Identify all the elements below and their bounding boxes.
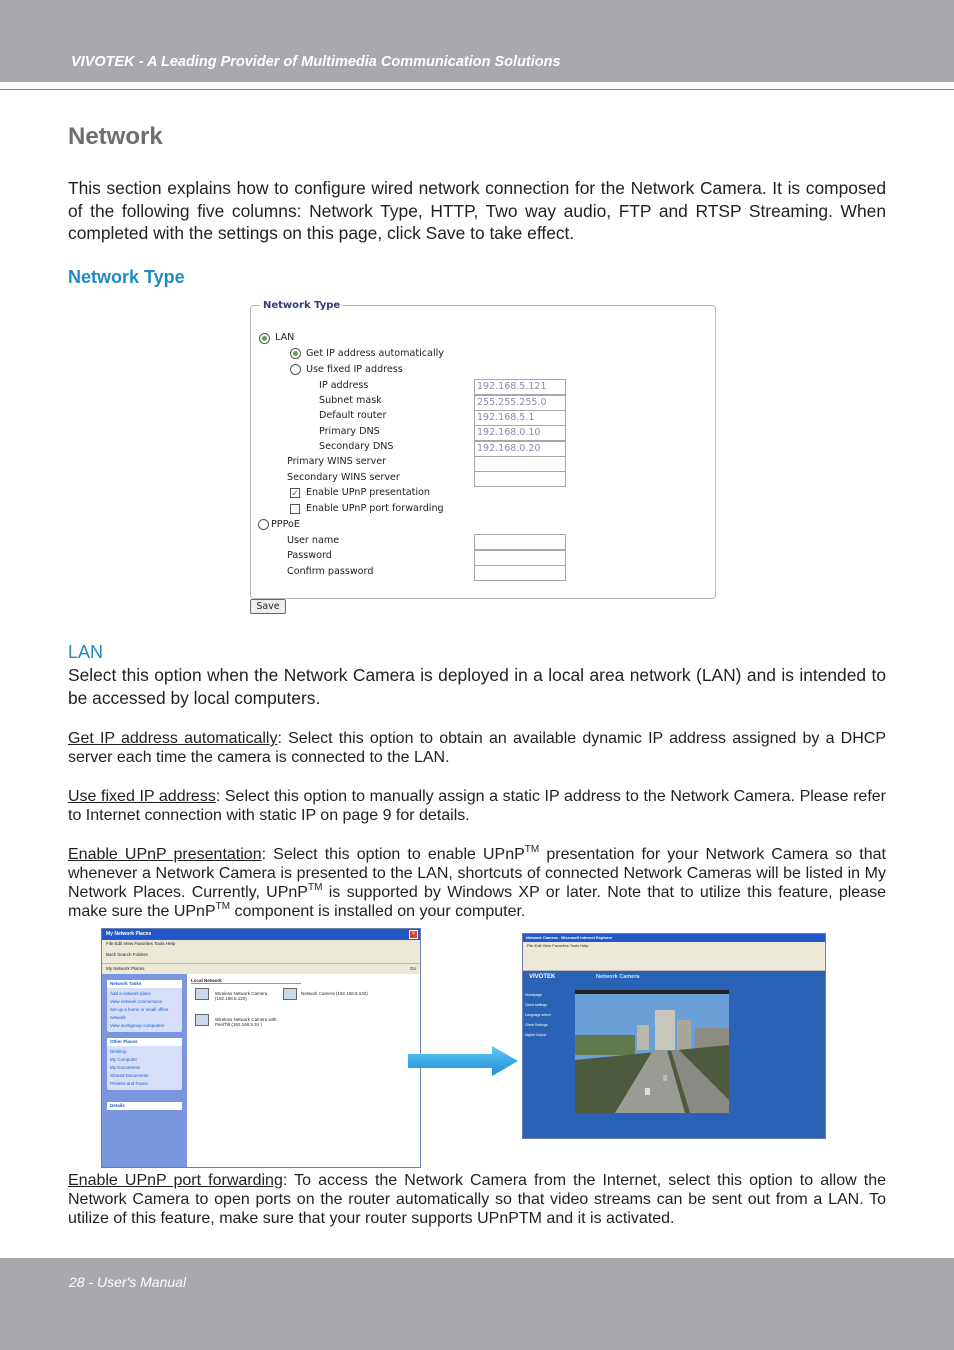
close-icon[interactable]: × bbox=[409, 930, 418, 939]
primary-dns-label: Primary DNS bbox=[319, 426, 380, 437]
password-input[interactable] bbox=[474, 550, 566, 566]
tm-mark: TM bbox=[524, 843, 540, 855]
place-item[interactable]: Shared Documents bbox=[110, 1073, 149, 1078]
camera-nav-item[interactable]: Homepage bbox=[525, 993, 543, 997]
lan-paragraph: Select this option when the Network Camera is deployed in a local area network (LAN) and is intended to be accessed by local computers. bbox=[68, 665, 886, 708]
go-button[interactable]: Go bbox=[409, 966, 416, 971]
user-name-input[interactable] bbox=[474, 534, 566, 550]
primary-wins-input[interactable] bbox=[474, 456, 566, 472]
menu-bar[interactable]: File Edit View Favorites Tools Help bbox=[523, 942, 825, 949]
camera-nav-item[interactable]: Client Settings bbox=[525, 1023, 548, 1027]
pppoe-radio[interactable] bbox=[258, 519, 269, 530]
camera-page-title: Network Camera bbox=[596, 974, 640, 980]
upnp-port-label: Enable UPnP port forwarding bbox=[306, 503, 444, 514]
arrow-right-icon bbox=[408, 1046, 520, 1076]
camera-nav-item[interactable]: Digital Output bbox=[525, 1033, 547, 1037]
local-network-heading: Local Network bbox=[191, 978, 301, 984]
file-list bbox=[187, 974, 420, 1167]
upnp-desc-b: presentation for your Network Camera so that whenever a Network Camera is presented to the LAN, shortcuts of connected Network Cameras will be listed in My Network Places. Currently, UPnP bbox=[68, 846, 886, 901]
network-camera-icon[interactable] bbox=[195, 1014, 209, 1026]
default-router-input[interactable]: 192.168.5.1 bbox=[474, 410, 566, 426]
port-forwarding-term: Enable UPnP port forwarding bbox=[68, 1172, 283, 1189]
fixed-ip-term: Use fixed IP address bbox=[68, 788, 216, 805]
network-item[interactable]: Wireless Network Camera with Pan/Tilt (192.168.5.34 ) bbox=[215, 1017, 277, 1027]
network-camera-icon[interactable] bbox=[195, 988, 209, 1000]
get-ip-paragraph bbox=[68, 729, 886, 767]
place-item[interactable]: Printers and Faxes bbox=[110, 1081, 148, 1086]
get-ip-radio[interactable] bbox=[290, 348, 301, 359]
tm-mark: TM bbox=[215, 900, 231, 912]
ip-address-label: IP address bbox=[319, 380, 369, 391]
confirm-password-label: Confirm password bbox=[287, 566, 374, 577]
get-ip-label: Get IP address automatically bbox=[306, 348, 444, 359]
task-item[interactable]: View network connections bbox=[110, 999, 162, 1004]
fixed-ip-radio[interactable] bbox=[290, 364, 301, 375]
address-bar[interactable] bbox=[102, 964, 420, 974]
save-button[interactable]: Save bbox=[250, 599, 286, 614]
upnp-term: Enable UPnP presentation bbox=[68, 846, 262, 863]
upnp-paragraph bbox=[68, 845, 886, 921]
window-title: My Network Places bbox=[102, 929, 420, 940]
section-heading-lan: LAN bbox=[68, 642, 104, 662]
address-value: My Network Places bbox=[106, 966, 145, 971]
other-places-heading: Other Places bbox=[107, 1038, 182, 1046]
port-forwarding-paragraph bbox=[68, 1171, 886, 1228]
password-label: Password bbox=[287, 550, 332, 561]
task-item[interactable]: View workgroup computers bbox=[110, 1023, 165, 1028]
page-footer bbox=[0, 1258, 954, 1350]
network-item[interactable]: Network Camera (192.168.5.132) bbox=[301, 991, 368, 996]
upnp-port-checkbox[interactable] bbox=[290, 504, 300, 514]
upnp-presentation-checkbox[interactable]: ✓ bbox=[291, 488, 299, 498]
subnet-mask-label: Subnet mask bbox=[319, 395, 382, 406]
toolbar[interactable]: Back Search Folders bbox=[102, 948, 420, 964]
camera-nav-item[interactable]: Client settings bbox=[525, 1003, 547, 1007]
page-title: Network bbox=[68, 123, 163, 150]
section-heading-network-type: Network Type bbox=[68, 267, 185, 287]
my-network-places-screenshot bbox=[101, 928, 421, 1168]
default-router-label: Default router bbox=[319, 410, 387, 421]
secondary-wins-label: Secondary WINS server bbox=[287, 472, 400, 483]
upnp-desc-a: : Select this option to enable UPnP bbox=[261, 846, 525, 863]
upnp-desc-d: component is installed on your computer. bbox=[230, 903, 526, 920]
tm-mark: TM bbox=[307, 881, 323, 893]
header-divider bbox=[0, 89, 954, 90]
get-ip-term: Get IP address automatically bbox=[68, 730, 278, 747]
secondary-wins-input[interactable] bbox=[474, 471, 566, 487]
task-item[interactable]: Set up a home or small office network bbox=[110, 1007, 169, 1020]
video-stream-image bbox=[575, 990, 729, 1113]
camera-nav-item[interactable]: Language select bbox=[525, 1013, 551, 1017]
lan-radio[interactable] bbox=[259, 333, 270, 344]
header-title: VIVOTEK - A Leading Provider of Multimedia Communication Solutions bbox=[71, 54, 561, 70]
network-camera-icon[interactable] bbox=[283, 988, 297, 1000]
camera-nav bbox=[525, 990, 565, 1040]
primary-dns-input[interactable]: 192.168.0.10 bbox=[474, 425, 566, 441]
details-panel bbox=[107, 1102, 182, 1110]
user-name-label: User name bbox=[287, 535, 340, 546]
subnet-mask-input[interactable]: 255.255.255.0 bbox=[474, 395, 566, 411]
intro-paragraph: This section explains how to configure wired network connection for the Network Camera. It is composed of the following five columns: Network Type, HTTP, Two way audio, FTP and RTSP Streaming. When completed with the settings on this page, click Save to take effect. bbox=[68, 178, 886, 243]
ip-address-input[interactable]: 192.168.5.121 bbox=[474, 379, 566, 395]
secondary-dns-label: Secondary DNS bbox=[319, 441, 394, 452]
port-forwarding-desc: : To access the Network Camera from the Internet, select this option to allow the Network Camera to open ports on the router automatically so that video streams can be sent out from a LAN. To utilize of this feature, make sure that your router supports UPnPTM and it is activated. bbox=[68, 1172, 886, 1227]
details-heading: Details bbox=[107, 1102, 182, 1110]
upnp-presentation-label: Enable UPnP presentation bbox=[306, 487, 431, 498]
fixed-ip-desc: : Select this option to manually assign a static IP address to the Network Camera. Please refer to Internet connection with static IP on page 9 for details. bbox=[68, 788, 886, 824]
confirm-password-input[interactable] bbox=[474, 565, 566, 581]
task-pane bbox=[102, 974, 187, 1167]
network-item[interactable]: Wireless Network Camera (192.168.5.120) bbox=[215, 991, 268, 1001]
menu-bar[interactable]: File Edit View Favorites Tools Help bbox=[102, 940, 420, 948]
place-item[interactable]: My Documents bbox=[110, 1065, 141, 1070]
other-places-panel bbox=[107, 1038, 182, 1090]
network-tasks-heading: Network Tasks bbox=[107, 980, 182, 988]
fixed-ip-label: Use fixed IP address bbox=[306, 364, 403, 375]
page-number: 28 - User's Manual bbox=[69, 1274, 187, 1290]
get-ip-desc: : Select this option to obtain an available dynamic IP address assigned by a DHCP server each time the camera is connected to the LAN. bbox=[68, 730, 887, 766]
upnp-desc-c: is supported by Windows XP or later. Note that to utilize this feature, please make sure the UPnP bbox=[68, 884, 887, 920]
place-item[interactable]: My Computer bbox=[110, 1057, 138, 1062]
vivotek-logo: VIVOTEK bbox=[529, 974, 556, 980]
form-legend: Network Type bbox=[260, 300, 343, 311]
window-title: Network Camera - Microsoft Internet Explorer bbox=[523, 934, 825, 942]
camera-web-page-screenshot bbox=[522, 933, 826, 1139]
browser-toolbar[interactable] bbox=[523, 949, 825, 971]
network-tasks-panel bbox=[107, 980, 182, 1032]
fixed-ip-paragraph bbox=[68, 787, 886, 825]
task-item[interactable]: Add a network place bbox=[110, 991, 151, 996]
secondary-dns-input[interactable]: 192.168.0.20 bbox=[474, 441, 566, 457]
primary-wins-label: Primary WINS server bbox=[287, 456, 387, 467]
lan-label: LAN bbox=[275, 332, 295, 343]
pppoe-label: PPPoE bbox=[271, 519, 300, 530]
place-item[interactable]: Desktop bbox=[110, 1049, 127, 1054]
